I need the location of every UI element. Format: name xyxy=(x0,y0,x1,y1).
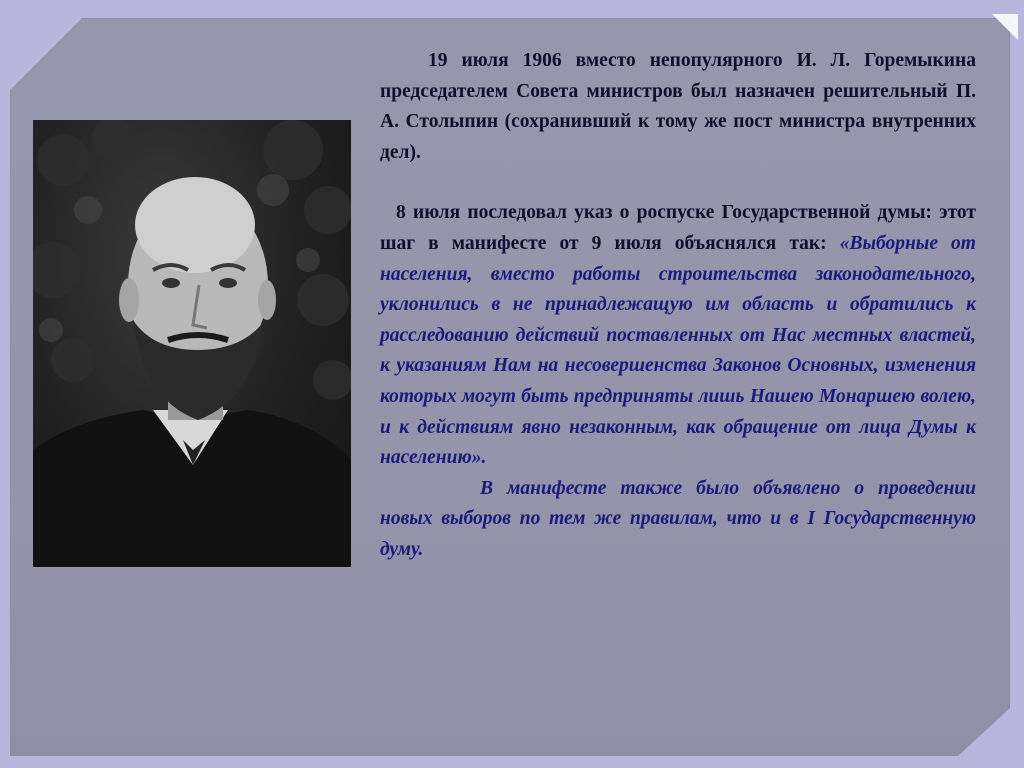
manifesto-quote: «Выборные от населения, вместо работы строительства законодательного, уклонились в не принадлежащую им область и обратились к расследованию действий поставленных от Нас местных властей, к указаниям Нам на несовершенства Законов Основных, изменения которых могут быть предприняты лишь Нашею Монаршею волею, и к действиям явно незаконным, как обращение от лица Думы к населению». xyxy=(380,232,976,469)
slide-text xyxy=(380,46,976,566)
corner-fold-decoration xyxy=(992,14,1018,40)
paragraph-stolypin-appointment: 19 июля 1906 вместо непопулярного И. Л. Горемыкина председателем Совета министров был назначен решительный П. А. Столыпин (сохранивший к тому же пост министра внутренних дел). xyxy=(380,50,976,163)
paragraph-new-elections: В манифесте также было объявлено о проведении новых выборов по тем же правилам, что и в I Государственную думу. xyxy=(380,477,976,560)
portrait-photo xyxy=(33,120,351,567)
paragraph-intro: 8 июля последовал указ о роспуске Государственной думы: этот шаг в манифесте от 9 июля объяснялся так: xyxy=(380,202,976,254)
paragraph-duma-dissolution xyxy=(380,198,976,473)
portrait-image xyxy=(33,120,351,567)
